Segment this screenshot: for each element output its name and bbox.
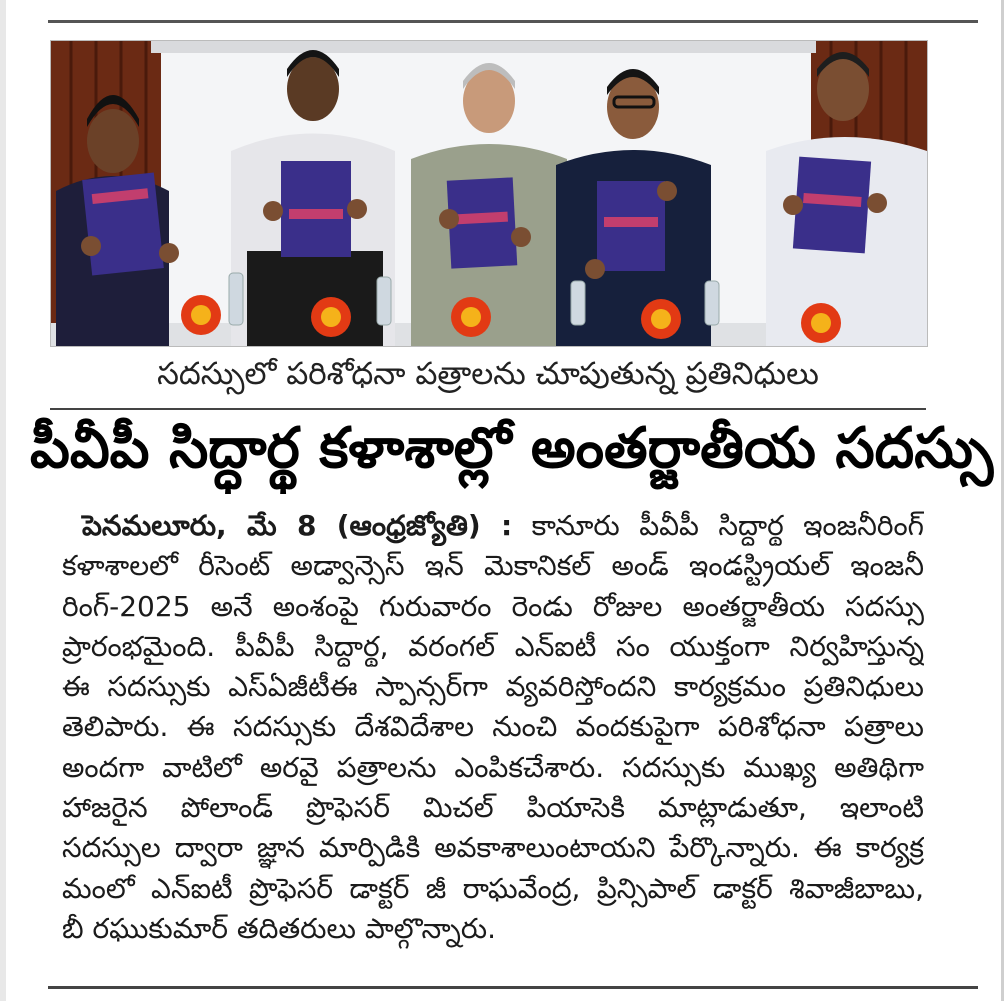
booklet-1 (82, 172, 164, 275)
article-line-2: కళాశాలలో రీసెంట్ అడ్వాన్సెస్ ఇన్ మెకానికల్ అండ్ ఇండస్ట్రియల్ ఇంజనీ (62, 549, 924, 583)
article-line-1: పెనమలూరు, మే 8 (ఆంధ్రజ్యోతి) : కానూరు పీవీపీ సిద్ధార్థ ఇంజనీరింగ్ (82, 509, 924, 542)
article-body (62, 506, 924, 949)
article-line-8: హాజరైన పోలాండ్ ప్రొఫెసర్ మిచల్ పియాసెకి మాట్లాడుతూ, ఇలాంటి (62, 791, 924, 825)
article-line-7: అందగా వాటిలో అరవై పత్రాలను ఎంపికచేశారు. సదస్సుకు ముఖ్య అతిథిగా (62, 750, 924, 784)
article-line-4: ప్రారంభమైంది. పీవీపీ సిద్ధార్థ, వరంగల్ ఎన్ఐటీ సం యుక్తంగా నిర్వహిస్తున్న (62, 629, 924, 663)
photo-caption: సదస్సులో పరిశోధనా పత్రాలను చూపుతున్న ప్రతినిధులు (157, 356, 819, 392)
clipping-left-edge (0, 0, 6, 1001)
booklet-4 (597, 181, 665, 271)
bottom-divider (48, 986, 978, 989)
article-line-11: బీ రఘుకుమార్ తదితరులు పాల్గొన్నారు. (62, 911, 497, 945)
top-divider (48, 20, 978, 23)
article-line-5: ఈ సదస్సుకు ఎస్ఏజీటీఈ స్పాన్సర్‌గా వ్యవరిస్తోందని కార్యక్రమం ప్రతినిధులు (62, 670, 924, 704)
dateline: పెనమలూరు, మే 8 (ఆంధ్రజ్యోతి) : (82, 509, 513, 542)
article-line-6: తెలిపారు. ఈ సదస్సుకు దేశవిదేశాల నుంచి వందకుపైగా పరిశోధనా పత్రాలు (62, 710, 924, 744)
headline: పీవీపీ సిద్ధార్థ కళాశాల్లో అంతర్జాతీయ సదస్సు (30, 416, 994, 481)
booklet-2 (281, 161, 351, 257)
photo-illustration (51, 41, 927, 346)
article-line-3: రింగ్-2025 అనే అంశంపై గురువారం రెండు రోజుల అంతర్జాతీయ సదస్సు (62, 589, 924, 623)
article-line-10: మంలో ఎన్ఐటీ ప్రొఫెసర్ డాక్టర్ జీ రాఘవేంద్ర, ప్రిన్సిపాల్ డాక్టర్ శివాజీబాబు, (62, 871, 924, 905)
booklet-5 (793, 157, 871, 254)
article-line-9: సదస్సుల ద్వారా జ్ఞాన మార్పిడికి అవకాశాలుంటాయని పేర్కొన్నారు. ఈ కార్యక్ర (62, 831, 924, 865)
news-photo (50, 40, 928, 347)
caption-divider (50, 408, 926, 410)
